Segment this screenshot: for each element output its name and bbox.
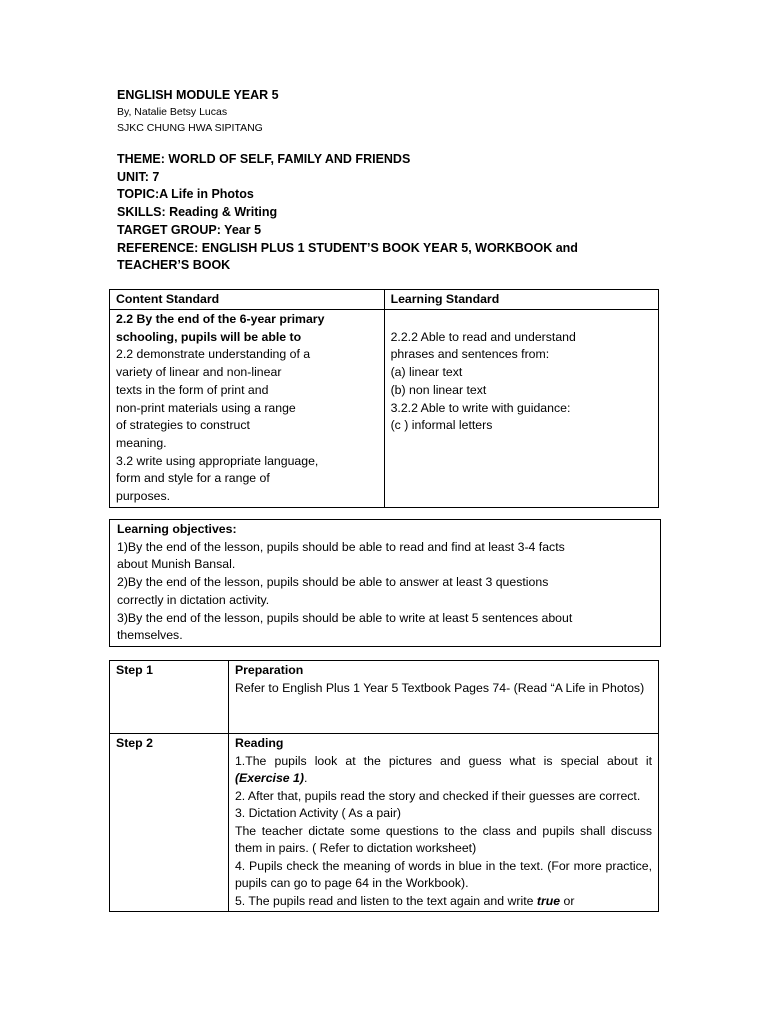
objective-line: 2)By the end of the lesson, pupils should be able to answer at least 3 questions (117, 575, 549, 590)
content-standard-header: Content Standard (110, 290, 385, 310)
step-2-label: Step 2 (110, 734, 229, 912)
steps-table (109, 660, 659, 912)
content-line: 2.2 demonstrate understanding of a (116, 347, 311, 362)
step-2-item-2: 2. After that, pupils read the story and checked if their guesses are correct. (234, 788, 641, 803)
step-2-item-3b: The teacher dictate some questions to the class and pupils shall discuss them in pairs. ( Refer to dictation worksheet) (234, 823, 652, 855)
objective-line: themselves. (117, 628, 183, 643)
content-line: meaning. (116, 435, 167, 450)
objective-line: about Munish Bansal. (117, 557, 236, 572)
content-line: non-print materials using a range (116, 400, 296, 415)
author-line: By, Natalie Betsy Lucas (117, 106, 228, 118)
objective-line: 1)By the end of the lesson, pupils should be able to read and find at least 3-4 facts (117, 539, 565, 554)
true-word: true (536, 893, 561, 908)
step-2-item-1: 1.The pupils look at the pictures and guess what is special about it (Exercise 1). (234, 753, 652, 785)
step-1-content (228, 661, 658, 734)
step-1-text: Refer to English Plus 1 Year 5 Textbook Pages 74- (Read “A Life in Photos) (234, 680, 645, 695)
learning-line: phrases and sentences from: (390, 347, 550, 362)
reference-line-1: REFERENCE: ENGLISH PLUS 1 STUDENT’S BOOK YEAR 5, WORKBOOK and (117, 240, 578, 255)
content-line: of strategies to construct (116, 418, 250, 433)
step-2-title: Reading (234, 736, 284, 750)
learning-line: (b) non linear text (390, 382, 487, 397)
lesson-meta (117, 151, 657, 275)
content-line: schooling, pupils will be able to (116, 329, 302, 344)
step-2-content (228, 734, 658, 912)
content-line: 3.2 write using appropriate language, (116, 453, 319, 468)
content-line: 2.2 By the end of the 6-year primary (116, 312, 325, 326)
content-line: variety of linear and non-linear (116, 365, 282, 380)
unit-line: UNIT: 7 (117, 169, 160, 184)
module-title: ENGLISH MODULE YEAR 5 (117, 88, 279, 102)
learning-standard-header: Learning Standard (384, 290, 658, 310)
objectives-title: Learning objectives: (117, 522, 237, 536)
standards-table (109, 289, 659, 508)
content-line: form and style for a range of (116, 471, 270, 486)
theme-line: THEME: WORLD OF SELF, FAMILY AND FRIENDS (117, 152, 411, 166)
content-standard-cell (110, 310, 385, 508)
learning-line: (c ) informal letters (390, 418, 493, 433)
learning-objectives-box (109, 519, 661, 647)
topic-line: TOPIC:A Life in Photos (117, 187, 254, 202)
learning-line: 2.2.2 Able to read and understand (390, 329, 576, 344)
learning-standard-cell (384, 310, 658, 508)
step-1-label: Step 1 (110, 661, 229, 734)
step-2-item-4: 4. Pupils check the meaning of words in blue in the text. (For more practice, pupils can go to page 64 in the Workbook). (234, 858, 652, 890)
content-line: texts in the form of print and (116, 382, 269, 397)
reference-line-2: TEACHER’S BOOK (117, 258, 231, 273)
step-1-title: Preparation (234, 663, 304, 677)
content-line: purposes. (116, 489, 171, 504)
step-2-item-3: 3. Dictation Activity ( As a pair) (234, 806, 402, 820)
exercise-reference: (Exercise 1) (234, 771, 304, 785)
target-group-line: TARGET GROUP: Year 5 (117, 222, 262, 237)
school-line: SJKC CHUNG HWA SIPITANG (117, 122, 263, 134)
learning-line: 3.2.2 Able to write with guidance: (390, 400, 571, 415)
step-2-item-5: 5. The pupils read and listen to the text again and write true or (234, 893, 575, 908)
objective-line: 3)By the end of the lesson, pupils should be able to write at least 5 sentences about (117, 610, 573, 625)
learning-line: (a) linear text (390, 365, 463, 380)
objective-line: correctly in dictation activity. (117, 592, 270, 607)
skills-line: SKILLS: Reading & Writing (117, 205, 278, 220)
